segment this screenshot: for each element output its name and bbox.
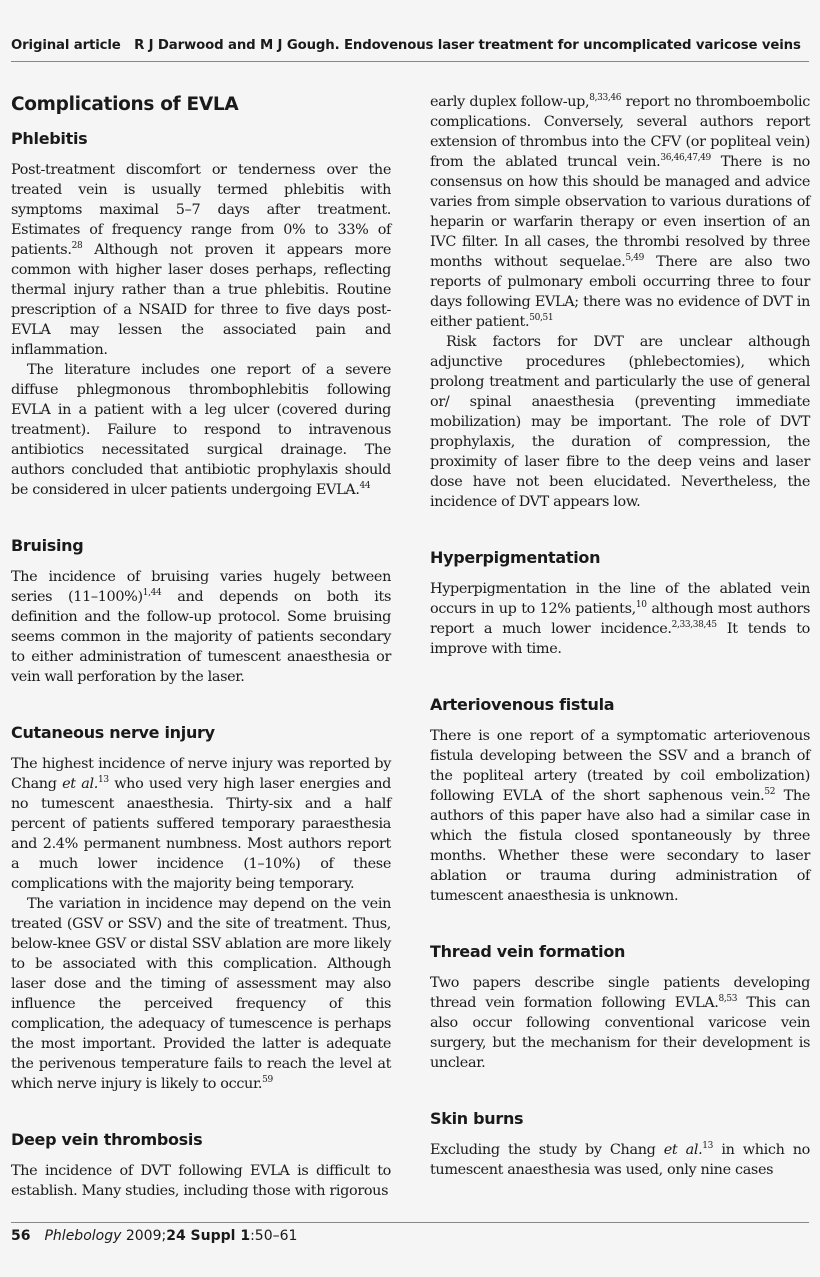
- paragraph: Risk factors for DVT are unclear although adjunctive procedures (phlebectomies), which prolong treatment and particularly the use of general or/ spinal anaesthesia (preventing immediate mobilization) may be important. The role of DVT prophylaxis, the duration of compression, the proximity of laser fibre to the deep veins and laser dose have not been elucidated. Nevertheless, the incidence of DVT appears low.: [430, 334, 810, 510]
- paragraph: The incidence of bruising varies hugely between series $(11-100\%)^{1,44}$ and depends on both its definition and the follow-up protocol. Some bruising seems common in the majority of patients secondary to either administration of tumescent anaesthesia or vein wall perforation by the laser.: [11, 569, 392, 685]
- citation: 5,49: [625, 253, 645, 263]
- citation: 2,33,38,45: [671, 620, 717, 630]
- citation: 52: [764, 787, 776, 797]
- heading-dvt: Deep vein thrombosis: [11, 1130, 203, 1149]
- citation: 13: [702, 1141, 714, 1151]
- journal-pages: :50–61: [250, 1228, 298, 1244]
- journal-name: Phlebology: [44, 1228, 122, 1244]
- citation: 36,46,47,49: [660, 153, 711, 163]
- paragraph: The variation in incidence may depend on the vein treated (GSV or SSV) and the site of treatment. Thus, below-knee GSV or distal SSV ablation are more likely to be associated with this complication. Although laser dose and the timing of assessment may also influence the perceived frequency of this complication, the adequacy of tumescence is perhaps the most important. Provided the latter is adequate the perivenous temperature fails to reach the level at which nerve injury is likely to occur.$^{59}$: [11, 896, 391, 1092]
- citation: 1,44: [142, 588, 162, 598]
- paragraph: early duplex follow-up,$^{8,33,46}$ report no thromboembolic complications. Conversely, several authors report extension of thrombus into the CFV (or popliteal vein) from the ablated truncal vein.$^{36,46,47,49}$ There is no consensus on how this should be managed and advice varies from simple observation to various durations of heparin or warfarin therapy or even insertion of an IVC filter. In all cases, the thrombi resolved by three months without sequelae.$^{5,49}$ There are also two reports of pulmonary emboli occurring three to four days following EVLA; there was no evidence of DVT in either patient.$^{50,51}$: [430, 93, 810, 330]
- footer-rule: [11, 1222, 809, 1223]
- citation: 8,53: [718, 994, 738, 1004]
- right-column: [430, 92, 810, 1180]
- citation: 44: [359, 481, 371, 491]
- header-rule: [11, 61, 809, 62]
- citation: 59: [262, 1075, 273, 1085]
- journal-volume: 24 Suppl 1: [166, 1228, 251, 1244]
- running-head: [11, 38, 811, 53]
- heading-thread-vein: Thread vein formation: [430, 942, 626, 961]
- citation: 13: [97, 775, 109, 785]
- paragraph: The highest incidence of nerve injury was reported by Chang et al.$^{13}$ who used very high laser energies and no tumescent anaesthesia. Thirty-six and a half percent of patients suffered temporary paraesthesia and 2.4% permanent numbness. Most authors report a much lower incidence (1–10%) of these complications with the majority being temporary.: [11, 756, 391, 892]
- paragraph: Hyperpigmentation in the line of the ablated vein occurs in up to 12% patients,$^{10}$ although most authors report a much lower incidence.$^{2,33,38,45}$ It tends to improve with time.: [430, 581, 810, 657]
- journal-year: 2009;: [125, 1228, 167, 1244]
- heading-hyperpigmentation: Hyperpigmentation: [430, 548, 601, 567]
- paragraph: Two papers describe single patients developing thread vein formation following EVLA.$^{8,53}$ This can also occur following conventional varicose vein surgery, but the mechanism for their development is unclear.: [430, 975, 810, 1071]
- running-head-text: R J Darwood and M J Gough. Endovenous laser treatment for uncomplicated varicose veins: [134, 38, 801, 53]
- heading-av-fistula: Arteriovenous fistula: [430, 695, 615, 714]
- paragraph: The literature includes one report of a severe diffuse phlegmonous thrombophlebitis following EVLA in a patient with a leg ulcer (covered during treatment). Failure to respond to intravenous antibiotics necessitated surgical drainage. The authors concluded that antibiotic prophylaxis should be considered in ulcer patients undergoing EVLA.$^{44}$: [11, 362, 391, 498]
- paragraph: There is one report of a symptomatic arteriovenous fistula developing between the SSV and a branch of the popliteal artery (treated by coil embolization) following EVLA of the short saphenous vein.$^{52}$ The authors of this paper have also had a similar case in which the fistula closed spontaneously by three months. Whether these were secondary to laser ablation or trauma during administration of tumescent anaesthesia is unknown.: [430, 728, 810, 904]
- article-type-label: Original article: [11, 38, 121, 53]
- section-title: Complications of EVLA: [11, 94, 239, 115]
- left-column: [11, 92, 391, 1201]
- heading-bruising: Bruising: [11, 536, 84, 555]
- page-footer: [11, 1228, 297, 1244]
- citation: 50,51: [529, 313, 554, 323]
- paragraph: Post-treatment discomfort or tenderness over the treated vein is usually termed phlebitis with symptoms maximal 5–7 days after treatment. Estimates of frequency range from 0% to 33% of patients.$^{28}$ Although not proven it appears more common with higher laser doses perhaps, reflecting thermal injury rather than a true phlebitis. Routine prescription of a NSAID for three to five days post-EVLA may lessen the associated pain and inflammation.: [11, 162, 391, 358]
- paragraph: Excluding the study by Chang et al.$^{13}$ in which no tumescent anaesthesia was used, only nine cases: [430, 1141, 810, 1178]
- citation: 8,33,46: [589, 93, 622, 103]
- page-number: 56: [11, 1228, 31, 1244]
- paragraph: The incidence of DVT following EVLA is difficult to establish. Many studies, including those with rigorous: [11, 1163, 391, 1199]
- heading-skin-burns: Skin burns: [430, 1109, 524, 1128]
- citation: 10: [635, 600, 647, 610]
- heading-phlebitis: Phlebitis: [11, 129, 88, 148]
- citation: 28: [71, 241, 83, 251]
- heading-nerve-injury: Cutaneous nerve injury: [11, 723, 215, 742]
